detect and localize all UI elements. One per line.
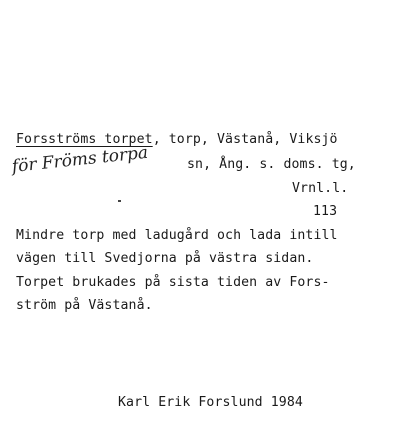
ink-mark: [118, 200, 121, 202]
body-line-2: vägen till Svedjorna på västra sidan.: [16, 251, 314, 266]
header-line-2: sn, Ång. s. doms. tg,: [187, 157, 356, 172]
body-line-4: ström på Västanå.: [16, 298, 153, 313]
entry-title: Forsströms torpet: [16, 132, 153, 147]
record-number: 113: [313, 204, 338, 219]
header-line-1: [16, 132, 338, 148]
body-line-3: Torpet brukades på sista tiden av Fors-: [16, 275, 330, 290]
handwritten-note: för Fröms torpa: [10, 142, 149, 177]
header-line-3: Vrnl.l.: [292, 181, 349, 196]
signature: Karl Erik Forslund 1984: [118, 395, 303, 410]
body-line-1: Mindre torp med ladugård och lada intill: [16, 228, 338, 243]
header-line-1-rest: , torp, Västanå, Viksjö: [152, 132, 338, 147]
